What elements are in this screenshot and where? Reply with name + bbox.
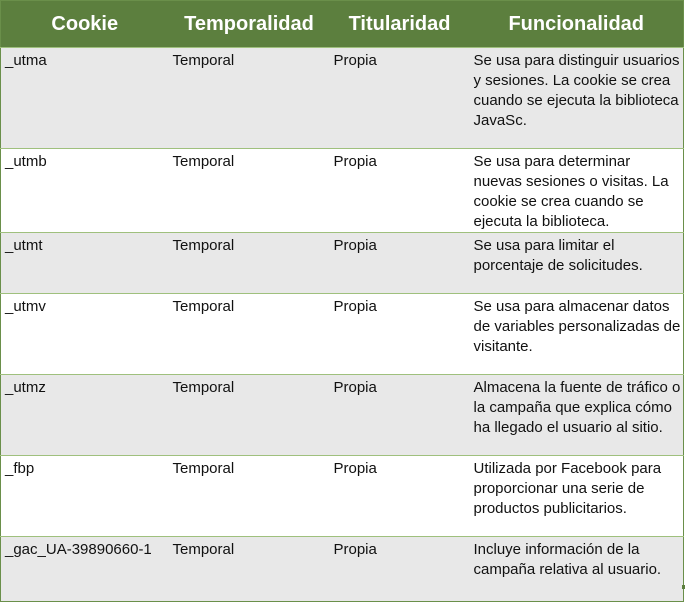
funcionalidad-cell: Se usa para almacenar datos de variables personalizadas de visitante. [470,294,684,375]
temporalidad-cell: Temporal [169,294,330,375]
titularidad-cell: Propia [330,149,470,233]
cookie-name-cell: _utma [1,48,169,149]
table-row [1,48,684,149]
header-funcionalidad: Funcionalidad [470,1,684,48]
temporalidad-cell: Temporal [169,149,330,233]
cookie-name-cell: _utmb [1,149,169,233]
cookie-name-cell: _utmv [1,294,169,375]
funcionalidad-cell: Utilizada por Facebook para proporcionar una serie de productos publicitarios. [470,456,684,537]
table-row [1,233,684,294]
temporalidad-cell: Temporal [169,375,330,456]
table-row [1,537,684,602]
header-cookie: Cookie [1,1,169,48]
funcionalidad-cell: Se usa para distinguir usuarios y sesiones. La cookie se crea cuando se ejecuta la biblioteca JavaSc. [470,48,684,149]
funcionalidad-cell: Almacena la fuente de tráfico o la campaña que explica cómo ha llegado el usuario al sitio. [470,375,684,456]
titularidad-cell: Propia [330,375,470,456]
table-header [1,1,684,48]
table-row [1,456,684,537]
table-row [1,375,684,456]
funcionalidad-cell: Se usa para limitar el porcentaje de solicitudes. [470,233,684,294]
table-row [1,294,684,375]
funcionalidad-cell: Incluye información de la campaña relativa al usuario. [470,537,684,602]
cookie-name-cell: _utmt [1,233,169,294]
table-body [1,48,684,602]
header-temporalidad: Temporalidad [169,1,330,48]
temporalidad-cell: Temporal [169,48,330,149]
cookie-name-cell: _gac_UA-39890660-1 [1,537,169,602]
titularidad-cell: Propia [330,233,470,294]
header-row [1,1,684,48]
cookie-name-cell: _fbp [1,456,169,537]
titularidad-cell: Propia [330,537,470,602]
cookie-name-cell: _utmz [1,375,169,456]
table-row [1,149,684,233]
header-titularidad: Titularidad [330,1,470,48]
titularidad-cell: Propia [330,456,470,537]
temporalidad-cell: Temporal [169,233,330,294]
temporalidad-cell: Temporal [169,456,330,537]
funcionalidad-cell: Se usa para determinar nuevas sesiones o visitas. La cookie se crea cuando se ejecuta la biblioteca. [470,149,684,233]
titularidad-cell: Propia [330,48,470,149]
titularidad-cell: Propia [330,294,470,375]
temporalidad-cell: Temporal [169,537,330,602]
